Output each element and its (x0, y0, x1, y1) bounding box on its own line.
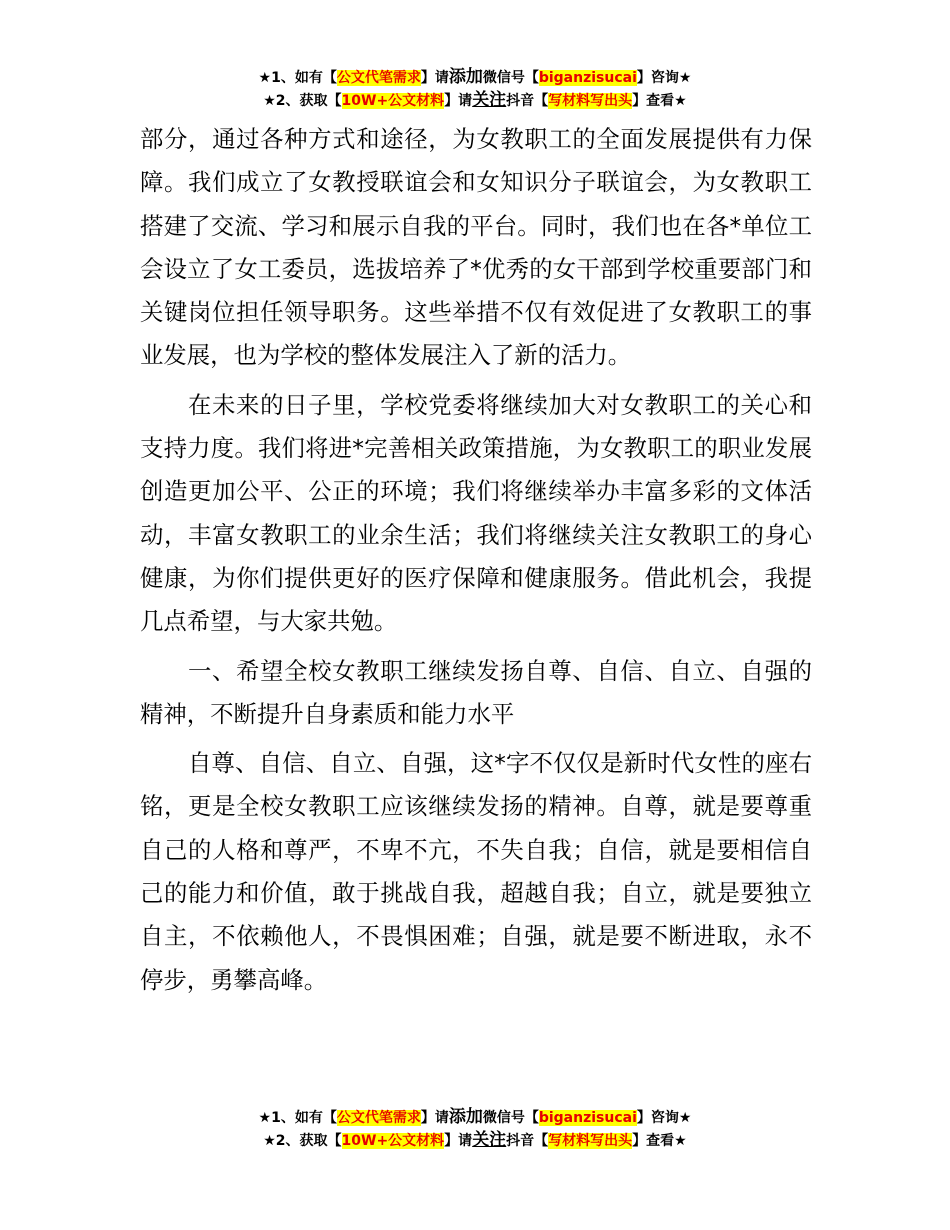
banner-text: 】请 (420, 70, 449, 86)
document-body (140, 118, 812, 1008)
banner-highlight: biganzisucai (538, 70, 637, 86)
banner-text: 】请 (420, 1110, 449, 1126)
banner-text: 抖音【 (506, 93, 549, 109)
banner-text: 抖音【 (506, 1133, 549, 1149)
banner-highlight: 公文代笔需求 (336, 70, 421, 86)
section-heading: 一、希望全校女教职工继续发扬自尊、自信、自立、自强的精神，不断提升自身素质和能力水平 (140, 656, 812, 728)
paragraph-2: 在未来的日子里，学校党委将继续加大对女教职工的关心和支持力度。我们将进*完善相关政策措施，为女教职工的职业发展创造更加公平、公正的环境；我们将继续举办丰富多彩的文体活动，丰富女教职工的业余生活；我们将继续关注女教职工的身心健康，为你们提供更好的医疗保障和健康服务。借此机会，我提几点希望，与大家共勉。 (140, 390, 812, 636)
banner-emphasis: 关注 (472, 1130, 507, 1150)
paragraph-3: 自尊、自信、自立、自强，这*字不仅仅是新时代女性的座右铭，更是全校女教职工应该继续发扬的精神。自尊，就是要尊重自己的人格和尊严，不卑不亢，不失自我；自信，就是要相信自己的能力和价值，敢于挑战自我，超越自我；自立，就是要独立自主，不依赖他人，不畏惧困难；自强，就是要不断进取，永不停步，勇攀高峰。 (140, 749, 812, 994)
banner-text: ★1、如有【 (258, 1110, 337, 1126)
banner-text: 】咨询★ (636, 70, 692, 86)
banner-line-2 (0, 89, 950, 112)
banner-text: ★1、如有【 (258, 70, 337, 86)
banner-highlight: 写材料写出头 (548, 1133, 633, 1149)
banner-highlight: 写材料写出头 (548, 93, 633, 109)
banner-text: 微信号【 (482, 1110, 539, 1126)
banner-emphasis: 关注 (472, 90, 507, 110)
footer-banner (0, 1106, 950, 1152)
banner-highlight: 10W+公文材料 (341, 1133, 445, 1149)
banner-line-1 (0, 1106, 950, 1129)
banner-highlight: biganzisucai (538, 1110, 637, 1126)
banner-emphasis: 添加 (448, 67, 483, 87)
banner-text: 微信号【 (482, 70, 539, 86)
banner-highlight: 公文代笔需求 (336, 1110, 421, 1126)
banner-text: 】请 (444, 93, 473, 109)
banner-text: 】查看★ (632, 1133, 687, 1149)
banner-line-1 (0, 66, 950, 89)
header-banner (0, 66, 950, 112)
banner-highlight: 10W+公文材料 (341, 93, 445, 109)
paragraph-1: 部分，通过各种方式和途径，为女教职工的全面发展提供有力保障。我们成立了女教授联谊会和女知识分子联谊会，为女教职工搭建了交流、学习和展示自我的平台。同时，我们也在各*单位工会设立了女工委员，选拔培养了*优秀的女干部到学校重要部门和关键岗位担任领导职务。这些举措不仅有效促进了女教职工的事业发展，也为学校的整体发展注入了新的活力。 (140, 125, 812, 370)
banner-text: 】咨询★ (636, 1110, 692, 1126)
banner-emphasis: 添加 (448, 1107, 483, 1127)
banner-line-2 (0, 1129, 950, 1152)
banner-text: ★2、获取【 (263, 93, 342, 109)
banner-text: 】查看★ (632, 93, 687, 109)
banner-text: ★2、获取【 (263, 1133, 342, 1149)
banner-text: 】请 (444, 1133, 473, 1149)
